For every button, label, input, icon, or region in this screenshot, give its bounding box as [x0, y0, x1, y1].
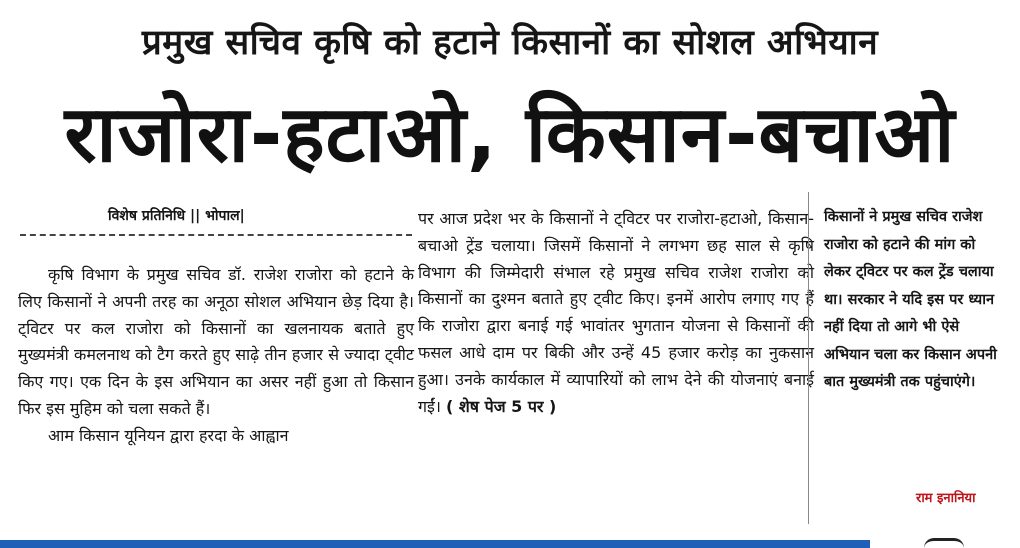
article-column-1: [18, 262, 414, 450]
main-headline: राजोरा-हटाओ, किसान-बचाओ: [64, 90, 956, 180]
kicker-headline: प्रमुख सचिव कृषि को हटाने किसानों का सोशल अभियान: [141, 23, 879, 63]
bottom-color-band: [0, 540, 870, 548]
column-divider: [808, 192, 809, 524]
byline: विशेष प्रतिनिधि || भोपाल|: [108, 208, 245, 224]
continued-note: ( शेष पेज 5 पर ): [446, 396, 557, 416]
paragraph: आम किसान यूनियन द्वारा हरदा के आह्वान: [48, 425, 289, 445]
article-column-2: [418, 206, 814, 420]
paragraph-text: पर आज प्रदेश भर के किसानों ने ट्विटर पर राजोरा-हटाओ, किसान-बचाओ ट्रेंड चलाया। जिसमें किसानों ने लगभग छह साल से कृषि विभाग की जिम्मेदारी संभाल रहे प्रमुख सचिव राजेश राजोरा को किसानों का दुश्मन बताते हुए ट्वीट किए। इनमें आरोप लगाए गए हैं कि राजोरा द्वारा बनाई गई भावांतर भुगतान योजना से किसानों की फसल आधे दाम पर बिकी और उन्हें 45 हजार करोड़ का नुकसान हुआ। उनके कार्यकाल में व्यापारियों को लाभ देने की योजनाएं बनाई गईं।: [418, 209, 814, 416]
sidebar-author: राम इनानिया: [916, 491, 976, 506]
bottom-arc-mark: [924, 538, 964, 548]
byline-divider: [20, 234, 412, 236]
sidebar-summary: किसानों ने प्रमुख सचिव राजेश राजोरा को हटाने की मांग को लेकर ट्विटर पर कल ट्रेंड चलाया था। सरकार ने यदि इस पर ध्यान नहीं दिया तो आगे भी ऐसे अभियान चला कर किसान अपनी बात मुख्यमंत्री तक पहुंचाएंगे।: [824, 209, 997, 390]
paragraph: कृषि विभाग के प्रमुख सचिव डॉ. राजेश राजोरा को हटाने के लिए किसानों ने अपनी तरह का अनूठा सोशल अभियान छेड़ दिया है। ट्विटर पर कल राजोरा को किसानों का खलनायक बताते हुए मुख्यमंत्री कमलनाथ को टैग करते हुए साढ़े तीन हजार से ज्यादा ट्वीट किए गए। एक दिन के इस अभियान का असर नहीं हुआ तो किसान फिर इस मुहिम को चला सकते हैं।: [18, 265, 414, 418]
paragraph: [418, 206, 814, 420]
